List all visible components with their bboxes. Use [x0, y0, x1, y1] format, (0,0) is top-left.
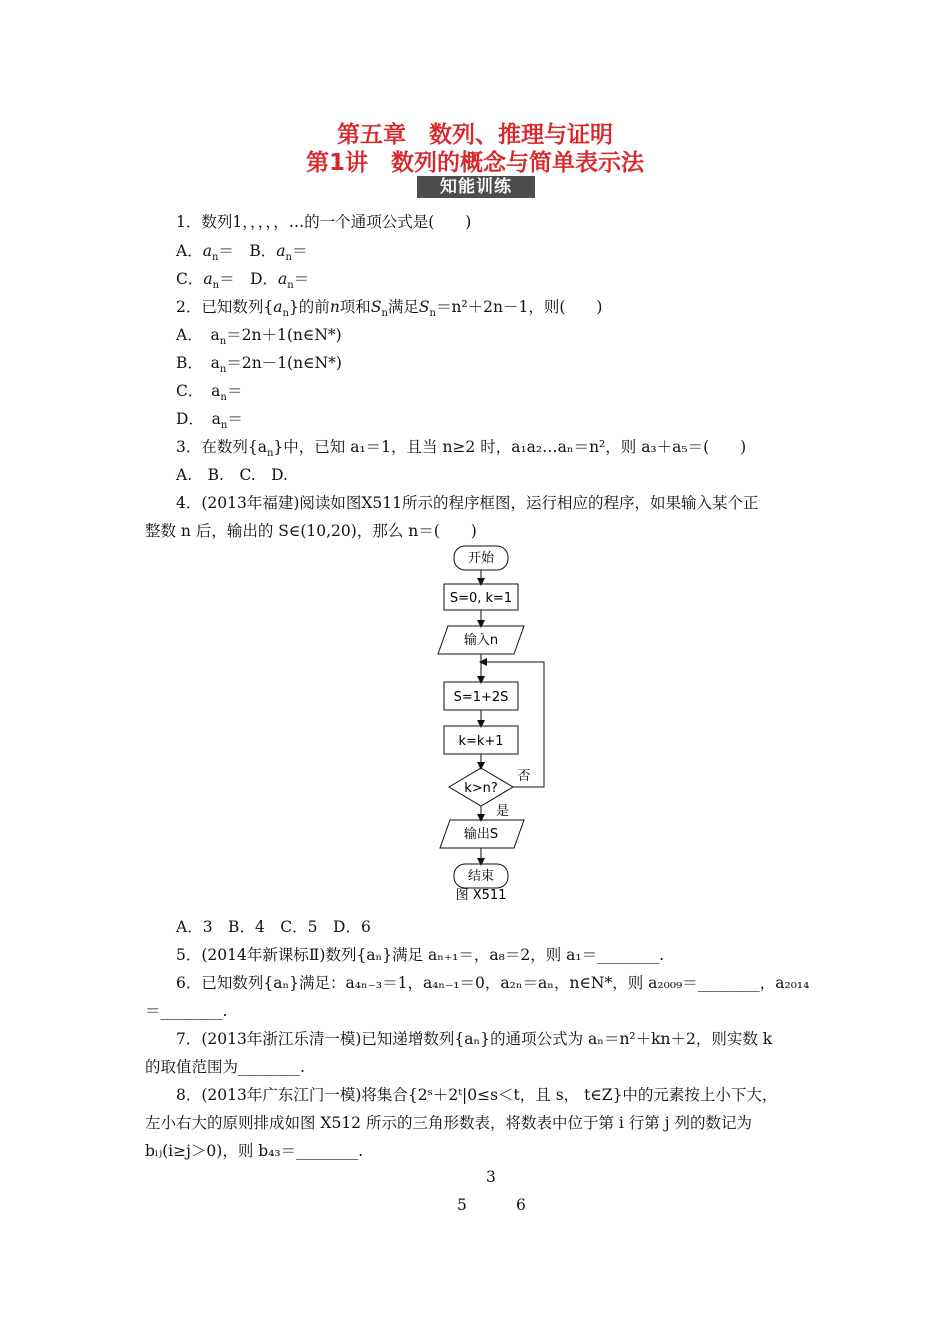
- question-2-option-b: B． $a_n=2n-1(n\in N*)$: [176, 354, 342, 376]
- var-n: n: [329, 298, 340, 316]
- sub-n: n: [381, 308, 388, 320]
- step1-label: S=1+2S: [453, 690, 509, 705]
- q2-a-rest: ＝2n＋1(n∈N*): [226, 326, 342, 344]
- sub-n: n: [282, 308, 289, 320]
- input-label: 输入n: [463, 633, 499, 648]
- var-a: a: [202, 242, 212, 260]
- lesson-title: 第1讲 数列的概念与简单表示法: [305, 150, 644, 176]
- question-2-option-c: C． $a_n=$: [176, 382, 243, 404]
- sub-n: n: [429, 308, 436, 320]
- step2-label: k=k+1: [458, 734, 504, 749]
- question-8-line-3: bᵢⱼ(i≥j＞0)，则 b₄₃＝________.: [145, 1142, 364, 1160]
- section-badge: 知能训练: [417, 176, 535, 198]
- figure-caption: 图 X511: [455, 888, 507, 900]
- question-3-options: A. B. C. D.: [176, 466, 288, 484]
- sub-n: n: [287, 280, 294, 292]
- sub-n: n: [211, 252, 219, 264]
- sub-n: n: [212, 280, 220, 292]
- no-label: 否: [517, 769, 531, 784]
- var-a: a: [203, 270, 213, 288]
- question-7-line-2: 的取值范围为________.: [145, 1058, 305, 1076]
- question-1-options-cd: [176, 269, 309, 296]
- init-label: S=0, k=1: [449, 591, 513, 606]
- q2-d-label: D． a: [176, 410, 221, 428]
- q2-d-eq: ＝: [227, 410, 243, 428]
- question-4-line-1: 4．(2013年福建)阅读如图X511所示的程序框图，运行相应的程序，如果输入某个正: [176, 494, 759, 512]
- question-7-line-1: 7．(2013年浙江乐清一模)已知递增数列{aₙ}的通项公式为 aₙ＝n²＋kn＋2，则实数 k: [176, 1030, 773, 1048]
- q2-text-3: 项和: [339, 298, 371, 316]
- var-a: a: [278, 270, 288, 288]
- q2-text-4: 满足: [387, 298, 419, 316]
- question-6-line-1: 6．已知数列{aₙ}满足：a₄ₙ₋₃＝1，a₄ₙ₋₁＝0，a₂ₙ＝aₙ，n∈N*，则 a₂₀₀₉＝________，a₂₀₁₄: [176, 974, 810, 992]
- q2-c-eq: ＝: [226, 382, 243, 400]
- start-label: 开始: [467, 551, 495, 566]
- triangle-cell: 3: [486, 1168, 496, 1186]
- option-b-label: ＝ B．: [218, 242, 277, 260]
- question-1-options-ab: [176, 241, 308, 268]
- end-label: 结束: [467, 869, 495, 884]
- q2-text-1: 2．已知数列{: [176, 298, 274, 316]
- option-a-label: A．: [176, 242, 203, 260]
- output-label: 输出S: [463, 827, 499, 842]
- q2-text-2: }的前: [288, 298, 330, 316]
- q3-start: 3．在数列{a: [176, 438, 267, 456]
- equals: ＝: [292, 242, 308, 260]
- triangle-cell: 5: [457, 1196, 467, 1214]
- chapter-title: 第五章 数列、推理与证明: [337, 122, 613, 148]
- question-1: 1．数列1，，，，，…的一个通项公式是( ): [176, 213, 472, 231]
- q2-a-label: A． a: [176, 326, 220, 344]
- yes-label: 是: [496, 804, 510, 819]
- question-2-option-a: A． $a_n=2n+1(n\in N*)$: [176, 326, 342, 348]
- q3-rest: }中，已知 a₁＝1，且当 n≥2 时，a₁a₂…aₙ＝n²，则 a₃＋a₅＝( ): [273, 438, 747, 456]
- q2-b-label: B． a: [176, 354, 220, 372]
- q2-b-rest: ＝2n－1(n∈N*): [226, 354, 342, 372]
- var-a: a: [273, 298, 283, 316]
- flowchart: [420, 540, 580, 900]
- loop-arrow: [481, 662, 544, 787]
- q2-c-label: C． a: [176, 382, 221, 400]
- option-d-label: ＝ D．: [219, 270, 279, 288]
- question-2: 2．已知数列$\{a_n\}$的前n项和$S_n$满足$S_n=n^2+2n-1$，则( ): [176, 298, 603, 320]
- condition-label: k>n?: [464, 781, 498, 796]
- question-8-line-1: 8．(2013年广东江门一模)将集合{2ˢ＋2ᵗ|0≤s＜t，且 s， t∈Z}中的元素按上小下大，: [176, 1086, 778, 1104]
- question-3: 3．在数列$\{a_n\}$中，已知 a₁＝1，且当 n≥2 时，a₁a₂…aₙ＝n²，则 a₃＋a₅＝( ): [176, 438, 747, 460]
- question-4-line-2: 整数 n 后，输出的 S∈(10,20)，那么 n＝( ): [145, 522, 477, 540]
- equals: ＝: [293, 270, 310, 288]
- sub-n: n: [285, 252, 292, 264]
- triangle-cell: 6: [516, 1196, 526, 1214]
- question-5: 5．(2014年新课标Ⅱ)数列{aₙ}满足 aₙ₊₁＝，a₈＝2，则 a₁＝________.: [176, 946, 665, 964]
- question-8-line-2: 左小右大的原则排成如图 X512 所示的三角形数表，将数表中位于第 i 行第 j 列的数记为: [145, 1114, 752, 1132]
- q2-formula: ＝n²＋2n－1，则( ): [435, 298, 603, 316]
- var-a: a: [276, 242, 286, 260]
- option-c-label: C．: [176, 270, 204, 288]
- question-2-option-d: D． $a_n=$: [176, 410, 243, 432]
- question-4-options: A．3 B．4 C．5 D．6: [176, 918, 371, 936]
- question-6-line-2: ＝________.: [145, 1002, 228, 1020]
